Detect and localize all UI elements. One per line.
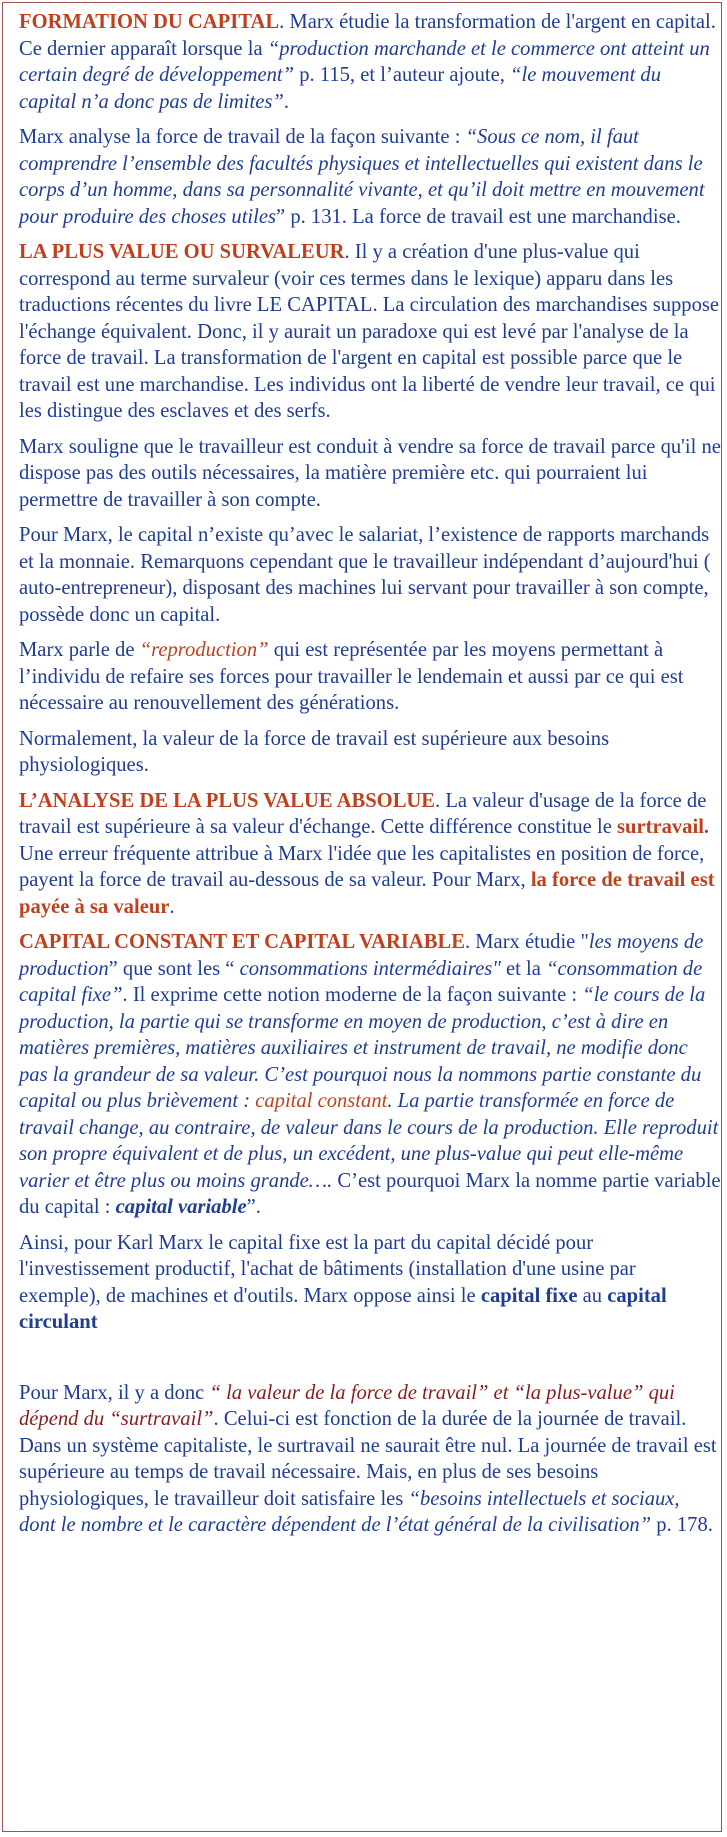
quote-reproduction: “reproduction” (139, 639, 269, 661)
text: . Marx étudie " (464, 931, 589, 953)
paragraph-reproduction (19, 637, 721, 717)
text: ” p. 131. La force de travail est une marchandise. (276, 205, 681, 228)
term-surtravail: surtravail. (616, 816, 710, 838)
paragraph-formation-capital (19, 9, 721, 115)
quote: “le mouvement du capital n’a donc pas de limites” (19, 64, 662, 113)
quote: “le cours de la production, la partie qui se transforme en moyen de production, c’est à dire en matières premières, matières auxiliaires et instrument de travail, ne modifie donc pas la grandeur de sa valeur. C’est pourquoi nous la nommons partie constante du capital ou plus brièvement : (19, 984, 706, 1112)
quote: les moyens de production (19, 931, 704, 980)
text: p. 115, et l’auteur ajoute, (294, 64, 511, 86)
spacer (19, 1345, 721, 1380)
quote: “consommation de capital fixe” (19, 957, 703, 1006)
text: p. 178. (651, 1514, 713, 1536)
paragraph-plus-value (19, 239, 721, 425)
text: Marx analyse la force de travail de la façon suivante : (19, 126, 466, 148)
text: . La valeur d'usage de la force de travail est supérieure à sa valeur d'échange. Cette différence constitue le (19, 789, 707, 838)
text: ” que sont les “ (108, 957, 240, 980)
text: . Il exprime cette notion moderne de la façon suivante : (122, 984, 583, 1006)
term-capital-circulant: capital circulant (19, 1284, 667, 1333)
text: Marx parle de (19, 639, 140, 661)
quote: consommations intermédiaires" (239, 957, 501, 980)
paragraph-besoins: Normalement, la valeur de la force de travail est supérieure aux besoins physiologiques. (19, 727, 610, 776)
heading-plus-value-absolue: L’ANALYSE DE LA PLUS VALUE ABSOLUE (19, 789, 436, 812)
quote: “production marchande et le commerce ont atteint un certain degré de développement” (19, 37, 710, 86)
text: . (169, 895, 175, 918)
text: C’est pourquoi Marx la nomme partie variable du capital : (19, 1169, 721, 1218)
paragraph-plus-value-absolue (19, 788, 721, 921)
quote-besoins: “besoins intellectuels et sociaux, dont le nombre et le caractère dépendent de l’état général de la civilisation” (19, 1487, 680, 1536)
text: et la (500, 957, 547, 980)
text: Pour Marx, il y a donc (19, 1381, 210, 1404)
text: au (577, 1284, 608, 1307)
text: . Celui-ci est fonction de la durée de la journée de travail. Dans un système capitaliste, le surtravail ne saurait être nul. La journée de travail est supérieure au temps de travail nécessaire. Mais, en plus de ses besoins physiologiques, le travailleur doit satisfaire les (19, 1408, 717, 1510)
quote: “Sous ce nom, il faut comprendre l’ensemble des facultés physiques et intellectuelles qui existent dans le corps d’un homme, dans sa personnalité vivante, et qu’il doit mettre en mouvement pour produire des choses utiles (19, 126, 705, 228)
paragraph-capital-constant-variable (19, 929, 721, 1221)
paragraph-salariat: Pour Marx, le capital n’existe qu’avec le salariat, l’existence de rapports marchands et la monnaie. Remarquons cependant que le travailleur indépendant d’aujourd'hui ( auto-entrepreneur), disposant des machines lui servant pour travailler à son compte, possède donc un capital. (19, 524, 711, 626)
text: . Il y a création d'une plus-value qui correspond au terme survaleur (voir ces termes dans le lexique) apparu dans les traductions récentes du livre LE CAPITAL. La circulation des marchandises suppose l'échange équivalent. Donc, il y aurait un paradoxe qui est levé par l'analyse de la force de travail. La transformation de l'argent en capital est possible parce que le travail est une marchandise. Les individus ont la liberté de vendre leur travail, ce qui les distingue des esclaves et des serfs. (19, 241, 720, 422)
text-box-frame (2, 2, 722, 1832)
text: . (283, 90, 289, 113)
term-payee-a-sa-valeur: la force de travail est payée à sa valeur (19, 869, 715, 918)
text: Ainsi, pour Karl Marx le capital fixe est la part du capital décidé pour l'investissement productif, l'achat de bâtiments (installation d'une usine par exemple), de machines et d'outils. Marx oppose ainsi le (19, 1231, 636, 1307)
term-capital-variable: capital variable (115, 1196, 247, 1218)
text: . Marx étudie la transformation de l'argent en capital. Ce dernier apparaît lorsque la (19, 11, 716, 60)
heading-plus-value: LA PLUS VALUE OU SURVALEUR (19, 241, 345, 263)
heading-capital-constant-variable: CAPITAL CONSTANT ET CAPITAL VARIABLE (19, 931, 465, 953)
quote: . La partie transformée en force de travail change, au contraire, de valeur dans le cours de la production. Elle reproduit son propre équivalent et de plus, un excédent, une plus-value qui peut elle-même varier et être plus ou moins grande…. (19, 1090, 719, 1192)
paragraph-force-de-travail (19, 124, 721, 230)
term-capital-constant: capital constant (255, 1090, 388, 1112)
heading-formation-capital: FORMATION DU CAPITAL (19, 11, 280, 33)
paragraph-surtravail (19, 1380, 721, 1539)
text-content (19, 9, 721, 1548)
paragraph-outils: Marx souligne que le travailleur est conduit à vendre sa force de travail parce qu'il ne dispose pas des outils nécessaires, la matière première etc. qui pourraient lui permettre de travailler à son compte. (19, 435, 721, 511)
text: Une erreur fréquente attribue à Marx l'idée que les capitalistes en position de force, payent la force de travail au-dessous de sa valeur. Pour Marx, (19, 842, 705, 891)
text: ”. (246, 1196, 261, 1218)
quote-valeur-plus-value: “ la valeur de la force de travail” et “la plus-value” qui dépend du “surtravail” (19, 1381, 675, 1430)
paragraph-capital-fixe (19, 1230, 721, 1336)
text: qui est représentée par les moyens permettant à l’individu de refaire ses forces pour travailler le lendemain et aussi par ce qui est nécessaire au renouvellement des générations. (19, 639, 684, 714)
term-capital-fixe: capital fixe (480, 1284, 578, 1307)
